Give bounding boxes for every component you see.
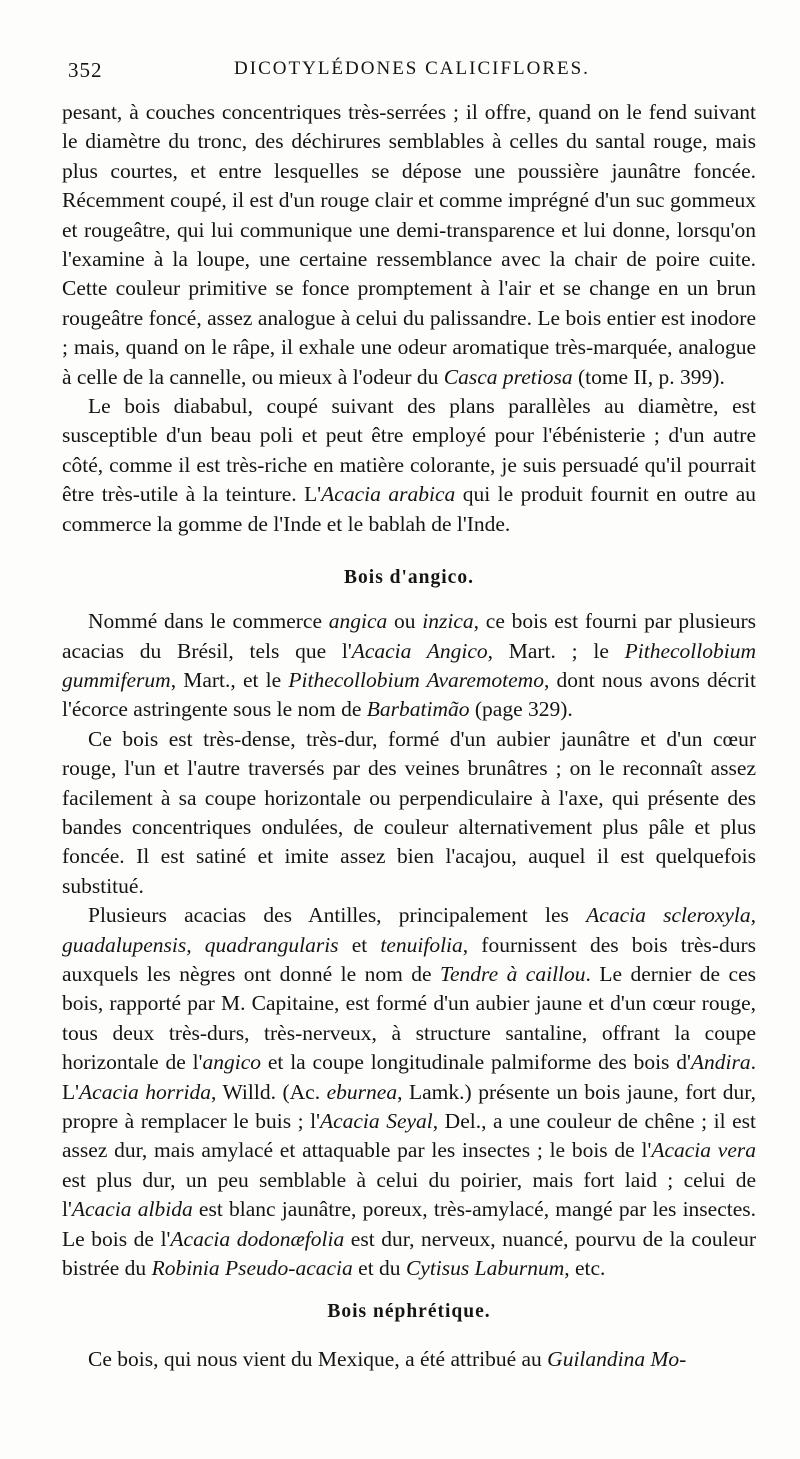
section-title-nephretique: Bois néphrétique. [327,1301,491,1323]
paragraph-antilles-acacias: Plusieurs acacias des Antilles, principalement les Acacia scleroxyla, guadalupensis, quadrangularis et tenuifolia, fournissent des bois très-durs auxquels les nègres ont donné le nom de Tendre à caillou. Le dernier de ces bois, rapporté par M. Capitaine, est formé d'un aubier jaune et d'un cœur rouge, tous deux très-durs, très-nerveux, à structure santaline, offrant la coupe horizontale de l'angico et la coupe longitudinale palmiforme des bois d'Andira. L'Acacia horrida, Willd. (Ac. eburnea, Lamk.) présente un bois jaune, fort dur, propre à remplacer le buis ; l'Acacia Seyal, Del., a une couleur de chêne ; il est assez dur, mais amylacé et attaquable par les insectes ; le bois de l'Acacia vera est plus dur, un peu semblable à celui du poirier, mais fort laid ; celui de l'Acacia albida est blanc jaunâtre, poreux, très-amylacé, mangé par les insectes. Le bois de l'Acacia dodonæfolia est dur, nerveux, nuancé, pourvu de la couleur bistrée du Robinia Pseudo-acacia et du Cytisus Laburnum, etc. [62,903,757,1281]
section-title-angico: Bois d'angico. [344,567,474,589]
paragraph-angico-intro: Nommé dans le commerce angica ou inzica, ce bois est fourni par plusieurs acacias du Brésil, tels que l'Acacia Angico, Mart. ; le Pithecollobium gummiferum, Mart., et le Pithecollobium Avaremotemo, dont nous avons décrit l'écorce astringente sous le nom de Barbatimão (page 329). [62,609,756,722]
page-header [62,58,762,88]
paragraph-diababul: Le bois diababul, coupé suivant des plans parallèles au diamètre, est susceptible d'un beau poli et peut être employé pour l'ébénisterie ; d'un autre côté, comme il est très-riche en matière colorante, je suis persuadé qu'il pourrait être très-utile à la teinture. L'Acacia arabica qui le produit fournit en outre au commerce la gomme de l'Inde et le bablah de l'Inde. [62,394,756,536]
page-body [62,98,756,1375]
paragraph-angico-description: Ce bois est très-dense, très-dur, formé d'un aubier jaunâtre et d'un cœur rouge, l'un et l'autre traversés par des veines brunâtres ; on le reconnaît assez facilement à sa coupe horizontale ou perpendiculaire à l'axe, qui présente des bandes concentriques ondulées, de couleur alternativement plus pâle et plus foncée. Il est satiné et imite assez bien l'acajou, auquel il est quelquefois substitué. [62,726,756,898]
running-title: DICOTYLÉDONES CALICIFLORES. [234,58,590,79]
page-number: 352 [68,58,103,82]
paragraph-continuation: pesant, à couches concentriques très-serrées ; il offre, quand on le fend suivant le diamètre du tronc, des déchirures semblables à celles du santal rouge, mais plus courtes, et entre lesquelles se dépose une poussière jaunâtre foncée. Récemment coupé, il est d'un rouge clair et comme imprégné d'un suc gommeux et rougeâtre, qui lui communique une demi-transparence et lui donne, lorsqu'on l'examine à la loupe, une certaine ressemblance avec la chair de poire cuite. Cette couleur primitive se fonce promptement à l'air et se change en un brun rougeâtre foncé, assez analogue à celui du palissandre. Le bois entier est inodore ; mais, quand on le râpe, il exhale une odeur aromatique très-marquée, analogue à celle de la cannelle, ou mieux à l'odeur du Casca pretiosa (tome II, p. 399). [62,100,756,389]
paragraph-nephretique: Ce bois, qui nous vient du Mexique, a été attribué au Guilandina Mo- [88,1347,687,1372]
